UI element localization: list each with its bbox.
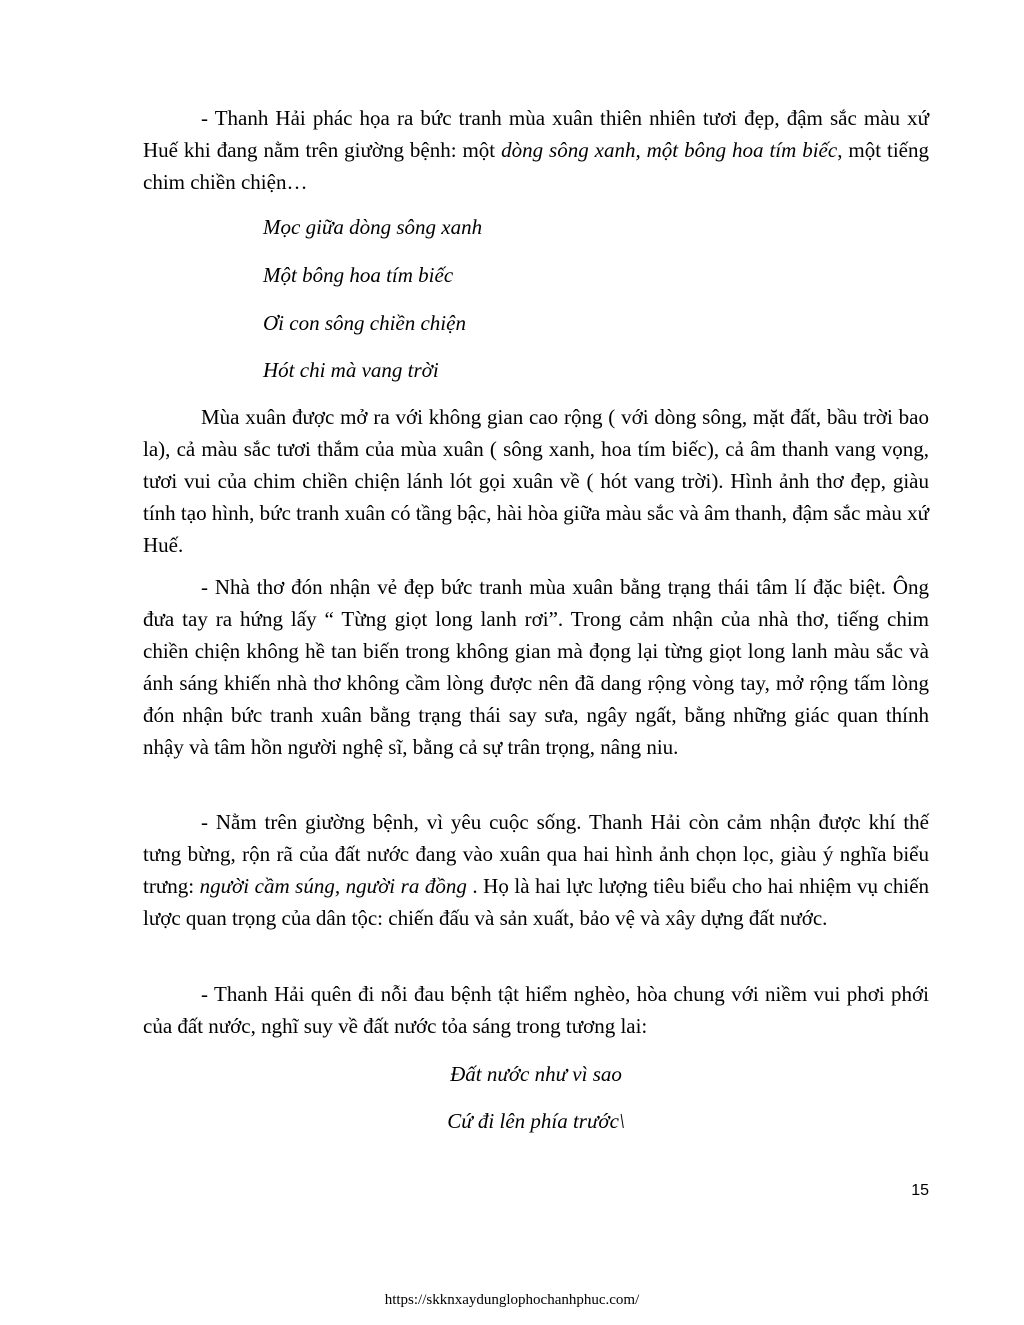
paragraph-analysis: Mùa xuân được mở ra với không gian cao rộng ( với dòng sông, mặt đất, bầu trời bao la), cả màu sắc tươi thắm của mùa xuân ( sông xanh, hoa tím biếc), cả âm thanh vang vọng, tươi vui của chim chiền chiện lánh lót gọi xuân về ( hót vang trời). Hình ảnh thơ đẹp, giàu tính tạo hình, bức tranh xuân có tầng bậc, hài hòa giữa màu sắc và âm thanh, đậm sắc màu xứ Huế. xyxy=(143,405,929,557)
poem-line-2: Một bông hoa tím biếc xyxy=(263,263,454,287)
paragraph-intro-text: - Thanh Hải phác họa ra bức tranh mùa xuân thiên nhiên tươi đẹp, đậm sắc màu xứ Huế khi đang nằm trên giường bệnh: một xyxy=(143,106,929,162)
paragraph-symbols-tail: . Họ là hai lực lượng tiêu biểu cho hai nhiệm vụ chiến lược quan trọng của dân tộc: chiến đấu và sản xuất, bảo vệ và xây dựng đất nước. xyxy=(143,874,930,930)
footer-url[interactable]: https://skknxaydunglophochanhphuc.com/ xyxy=(384,1292,640,1308)
paragraph-intro-italic: dòng sông xanh, một bông hoa tím biếc xyxy=(501,138,838,162)
poem-line-5: Đất nước như vì sao xyxy=(450,1062,622,1086)
paragraph-intro xyxy=(143,102,929,198)
paragraph-symbols-italic: người cầm súng, người ra đồng xyxy=(199,874,467,898)
paragraph-intro-tail: , một tiếng chim chiền chiện… xyxy=(143,138,930,194)
poem-line-1: Mọc giữa dòng sông xanh xyxy=(263,215,483,239)
paragraph-reception: - Nhà thơ đón nhận vẻ đẹp bức tranh mùa xuân bằng trạng thái tâm lí đặc biệt. Ông đưa tay ra hứng lấy “ Từng giọt long lanh rơi”. Trong cảm nhận của nhà thơ, tiếng chim chiền chiện không hề tan biến trong không gian mà đọng lại từng giọt long lanh màu sắc và ánh sáng khiến nhà thơ không cầm lòng được nên đã dang rộng vòng tay, mở rộng tấm lòng đón nhận bức tranh xuân bằng trạng thái say sưa, ngây ngất, bằng những giác quan thính nhậy và tâm hồn người nghệ sĩ, bằng cả sự trân trọng, nâng niu. xyxy=(143,575,929,759)
poem-line-6: Cứ đi lên phía trước\ xyxy=(447,1109,625,1133)
page-number: 15 xyxy=(911,1182,929,1199)
poem-line-4: Hót chi mà vang trời xyxy=(263,358,439,382)
poem-line-3: Ơi con sông chiền chiện xyxy=(263,311,466,335)
paragraph-symbols-text: - Nằm trên giường bệnh, vì yêu cuộc sống. Thanh Hải còn cảm nhận được khí thế tưng bừng, rộn rã của đất nước đang vào xuân qua hai hình ảnh chọn lọc, giàu ý nghĩa biểu trưng: xyxy=(143,810,929,898)
paragraph-future: - Thanh Hải quên đi nỗi đau bệnh tật hiểm nghèo, hòa chung với niềm vui phơi phới của đất nước, nghĩ suy về đất nước tỏa sáng trong tương lai: xyxy=(143,982,929,1038)
paragraph-symbols xyxy=(143,806,929,934)
